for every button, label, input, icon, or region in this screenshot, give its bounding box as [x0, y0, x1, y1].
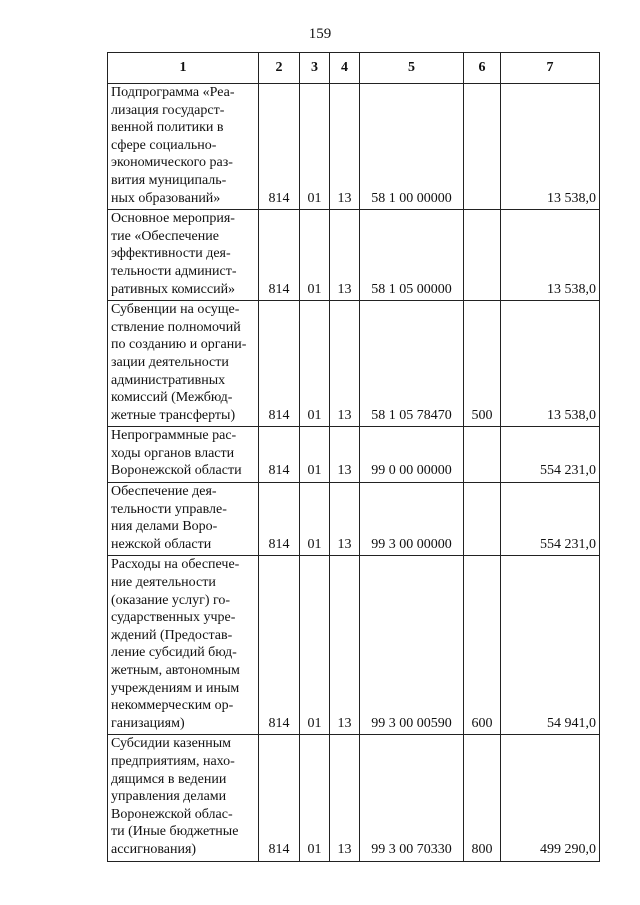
target-article-cell: 99 0 00 00000: [360, 427, 464, 483]
row-name-cell: [108, 301, 259, 427]
subsection-code-cell: 13: [330, 301, 360, 427]
row-name-line: сударственных учре-: [111, 610, 236, 626]
row-name-line: жетным, автономным: [111, 663, 240, 678]
row-name-line: Обеспечение дея-: [111, 484, 217, 500]
amount-cell: 554 231,0: [501, 483, 600, 556]
amount-cell: 54 941,0: [501, 556, 600, 735]
target-article-cell: 58 1 05 78470: [360, 301, 464, 427]
subsection-code-cell: 13: [330, 735, 360, 861]
grbs-code-cell: 814: [259, 210, 300, 301]
row-name-line: ганизациям): [111, 715, 185, 731]
row-name-cell: [108, 84, 259, 210]
subsection-code-cell: 13: [330, 427, 360, 483]
grbs-code-cell: 814: [259, 556, 300, 735]
section-code-cell: 01: [300, 210, 330, 301]
target-article-cell: 99 3 00 00000: [360, 483, 464, 556]
target-article-cell: 99 3 00 70330: [360, 735, 464, 861]
row-name-line: нежской области: [111, 536, 212, 552]
row-name-line: ление субсидий бюд-: [111, 645, 237, 661]
amount-cell: 13 538,0: [501, 301, 600, 427]
amount-cell: 13 538,0: [501, 84, 600, 210]
row-name-cell: [108, 735, 259, 861]
row-name-line: зации деятельности: [111, 354, 229, 370]
table-row: [108, 556, 600, 735]
row-name-line: Подпрограмма «Реа-: [111, 85, 235, 100]
page-number: 159: [308, 26, 332, 42]
expense-type-cell: [464, 483, 501, 556]
row-name-line: ративных комиссий»: [111, 281, 236, 297]
header-row: [108, 53, 600, 84]
amount-cell: 499 290,0: [501, 735, 600, 861]
table-row: [108, 210, 600, 301]
row-name-line: управления делами: [111, 789, 227, 805]
row-name-line: ждений (Предостав-: [111, 627, 233, 643]
row-name-line: Воронежской облас-: [111, 806, 233, 822]
target-article-cell: 99 3 00 00590: [360, 556, 464, 735]
row-name-line: Непрограммные рас-: [111, 428, 237, 444]
header-col-5: 5: [360, 53, 464, 84]
table-row: [108, 301, 600, 427]
row-name-line: Субвенции на осуще-: [111, 302, 240, 318]
row-name-line: по созданию и органи-: [111, 337, 247, 353]
row-name-line: вития муниципаль-: [111, 172, 227, 188]
grbs-code-cell: 814: [259, 427, 300, 483]
section-code-cell: 01: [300, 301, 330, 427]
section-code-cell: 01: [300, 84, 330, 210]
expense-type-cell: 500: [464, 301, 501, 427]
section-code-cell: 01: [300, 427, 330, 483]
header-col-3: 3: [300, 53, 330, 84]
row-name-line: дящимся в ведении: [111, 771, 227, 787]
row-name-line: экономического раз-: [111, 155, 233, 171]
expense-type-cell: 800: [464, 735, 501, 861]
row-name-line: Воронежской области: [111, 463, 242, 479]
row-name-line: комиссий (Межбюд-: [111, 390, 233, 406]
section-code-cell: 01: [300, 735, 330, 861]
row-name-line: ние деятельности: [111, 575, 216, 591]
row-name-line: ния делами Воро-: [111, 519, 218, 535]
row-name-line: тельности админист-: [111, 263, 237, 279]
grbs-code-cell: 814: [259, 735, 300, 861]
row-name-line: предприятиям, нахо-: [111, 753, 235, 769]
row-name-cell: [108, 427, 259, 483]
amount-cell: 554 231,0: [501, 427, 600, 483]
row-name-line: эффективности дея-: [111, 246, 231, 262]
row-name-line: ти (Иные бюджетные: [111, 824, 239, 840]
section-code-cell: 01: [300, 556, 330, 735]
row-name-line: жетные трансферты): [111, 407, 236, 423]
table-row: [108, 427, 600, 483]
row-name-cell: [108, 556, 259, 735]
row-name-line: Субсидии казенным: [111, 736, 232, 752]
grbs-code-cell: 814: [259, 301, 300, 427]
table-row: [108, 84, 600, 210]
row-name-line: Расходы на обеспече-: [111, 557, 240, 573]
subsection-code-cell: 13: [330, 483, 360, 556]
expense-type-cell: [464, 210, 501, 301]
row-name-line: венной политики в: [111, 120, 224, 136]
target-article-cell: 58 1 05 00000: [360, 210, 464, 301]
header-col-6: 6: [464, 53, 501, 84]
row-name-line: административных: [111, 372, 226, 388]
section-code-cell: 01: [300, 483, 330, 556]
row-name-line: Основное мероприя-: [111, 211, 235, 227]
row-name-cell: [108, 210, 259, 301]
grbs-code-cell: 814: [259, 84, 300, 210]
row-name-line: (оказание услуг) го-: [111, 592, 231, 608]
grbs-code-cell: 814: [259, 483, 300, 556]
target-article-cell: 58 1 00 00000: [360, 84, 464, 210]
subsection-code-cell: 13: [330, 84, 360, 210]
row-name-line: некоммерческим ор-: [111, 698, 234, 714]
subsection-code-cell: 13: [330, 210, 360, 301]
row-name-line: учреждениям и иным: [111, 680, 240, 696]
row-name-line: ассигнования): [111, 841, 197, 857]
table-row: [108, 483, 600, 556]
row-name-line: сфере социально-: [111, 137, 217, 153]
subsection-code-cell: 13: [330, 556, 360, 735]
row-name-line: ствление полномочий: [111, 319, 241, 335]
header-col-2: 2: [259, 53, 300, 84]
table-row: [108, 735, 600, 861]
row-name-line: ходы органов власти: [111, 445, 235, 461]
row-name-line: тельности управле-: [111, 501, 227, 517]
expense-type-cell: [464, 84, 501, 210]
row-name-line: тие «Обеспечение: [111, 228, 219, 244]
row-name-cell: [108, 483, 259, 556]
row-name-line: ных образований»: [111, 190, 221, 206]
row-name-line: лизация государст-: [111, 102, 225, 118]
expense-type-cell: [464, 427, 501, 483]
expense-type-cell: 600: [464, 556, 501, 735]
header-col-7: 7: [501, 53, 600, 84]
amount-cell: 13 538,0: [501, 210, 600, 301]
header-col-1: 1: [108, 53, 259, 84]
header-col-4: 4: [330, 53, 360, 84]
budget-table: [107, 52, 600, 862]
